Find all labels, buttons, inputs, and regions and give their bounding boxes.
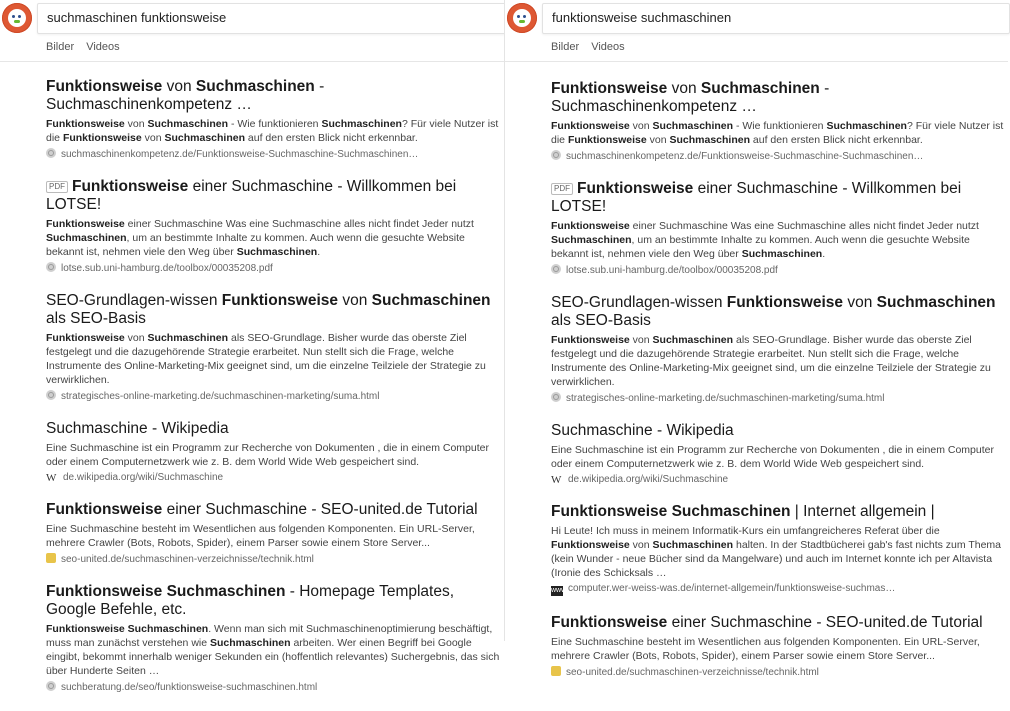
result-url[interactable] [46, 553, 500, 565]
result-snippet-part: Suchmaschinen [210, 637, 291, 649]
result-snippet-part: Suchmaschinen [652, 539, 734, 551]
result-url[interactable] [551, 392, 1004, 404]
wikipedia-icon: W [46, 472, 57, 484]
duckduckgo-logo-icon[interactable] [507, 3, 537, 33]
seo-united-icon [46, 553, 56, 563]
right-search-panel [505, 0, 1008, 678]
result-title-part: Funktionsweise Suchmaschinen [46, 583, 286, 600]
result-snippet-part: , um an bestimmte Inhalte zu kommen. Auch wenn die gesuchte Website bekannt ist, nehmen viele den Weg über [551, 234, 970, 260]
result-title-part: SEO-Grundlagen-wissen [551, 294, 727, 311]
globe-icon [551, 264, 561, 274]
result-snippet-part: Funktionsweise [46, 118, 125, 130]
search-result [551, 422, 1004, 485]
result-title-link[interactable] [46, 178, 500, 214]
result-title-part: Suchmaschinen [195, 78, 315, 95]
result-snippet-part: Suchmaschinen [741, 248, 823, 260]
result-url-text: suchmaschinenkompetenz.de/Funktionsweise-Suchmaschine-Suchmaschinen… [566, 151, 924, 162]
result-snippet-part: auf den ersten Blick nicht erkennbar. [750, 134, 923, 146]
wer-weiss-was-icon: www [551, 587, 567, 594]
result-title-part: als SEO-Basis [46, 310, 146, 327]
result-snippet-part: Funktionsweise [46, 218, 125, 230]
result-snippet-part: . Wenn man sich mit Suchmaschinenoptimierung beschäftigt, muss man zunächst verstehen wie [46, 623, 493, 649]
result-title-part: Funktionsweise [46, 501, 163, 518]
result-snippet-part: Funktionsweise [551, 220, 630, 232]
search-box[interactable] [542, 3, 1010, 34]
result-snippet [551, 443, 1004, 471]
result-title-part: - Homepage Templates, Google Befehle, etc. [46, 583, 455, 618]
result-url[interactable] [46, 681, 500, 693]
result-snippet-part: von [141, 132, 165, 144]
duckduckgo-logo-icon[interactable] [2, 3, 32, 33]
result-url[interactable] [551, 264, 1004, 276]
result-snippet-part: Funktionsweise Suchmaschinen [46, 623, 209, 635]
wikipedia-icon: W [551, 474, 562, 486]
result-url-text: suchberatung.de/seo/funktionsweise-suchmaschinen.html [61, 682, 318, 693]
result-title-part: Suchmaschinen [371, 292, 491, 309]
results-list [46, 78, 500, 711]
result-snippet-part: Suchmaschinen [236, 246, 318, 258]
result-title-part: | Internet allgemein | [790, 503, 935, 520]
search-input[interactable] [552, 10, 971, 25]
search-tabs [551, 41, 634, 53]
result-snippet-part: halten. In der Stadtbücherei gab's fast nichts zum Thema (kein Wunder - neue Bücher sind da Mangelware) und auch im Internet konnte ich per Altavista (Ironie des Schicksals … [551, 539, 1002, 579]
result-title-part: einer Suchmaschine - Willkommen bei LOTSE! [551, 180, 962, 215]
search-result [551, 80, 1004, 162]
result-snippet-part: Funktionsweise [551, 539, 630, 551]
result-snippet [46, 331, 500, 387]
result-url-text: seo-united.de/suchmaschinen-verzeichnisse/technik.html [61, 554, 314, 565]
top-bar [0, 0, 504, 38]
search-result [46, 501, 500, 565]
tab-videos[interactable]: Videos [591, 41, 625, 53]
result-snippet [46, 522, 500, 550]
search-result [551, 614, 1004, 678]
result-url-text: lotse.sub.uni-hamburg.de/toolbox/00035208.pdf [566, 265, 778, 276]
tab-videos[interactable]: Videos [86, 41, 120, 53]
search-result [551, 294, 1004, 404]
result-snippet [46, 441, 500, 469]
result-snippet-part: ? Für viele Nutzer ist die [46, 118, 499, 144]
result-title-part: Funktionsweise [221, 292, 339, 309]
search-result [46, 178, 500, 274]
result-title-link[interactable] [551, 614, 1004, 632]
result-title-part: Funktionsweise [46, 78, 163, 95]
result-title-link[interactable] [551, 422, 1004, 440]
result-snippet-part: . [317, 246, 321, 258]
result-title-link[interactable] [551, 294, 1004, 330]
search-result [46, 78, 500, 160]
result-snippet-part: Eine Suchmaschine ist ein Programm zur Recherche von Dokumenten , die in einem Computer oder einem Computernetzwerk wie z. B. dem World Wide Web gespeichert sind. [46, 442, 489, 468]
result-snippet-part: einer Suchmaschine Was eine Suchmaschine alles nicht findet Jeder nutzt [124, 218, 474, 230]
result-title-link[interactable] [46, 501, 500, 519]
globe-icon [551, 150, 561, 160]
result-snippet-part: Hi Leute! Ich muss in meinem Informatik-Kurs ein umfangreicheres Referat über die [551, 525, 940, 537]
result-title-part: von [338, 292, 372, 309]
result-url-text: suchmaschinenkompetenz.de/Funktionsweise-Suchmaschine-Suchmaschinen… [61, 149, 419, 160]
result-snippet-part: Eine Suchmaschine besteht im Wesentlichen aus folgenden Komponenten. Ein URL-Server, mehrere Crawler (Bots, Robots, Spider), einem Parser sowie einem Store Server... [46, 523, 475, 549]
result-snippet-part: als SEO-Grundlage. Bisher wurde das oberste Ziel festgelegt und die dazugehörende Strategie erarbeitet. Nun stellt sich die Frage, welche Instrumente des Online-Marketing-Mix geeignet sind, um die einzelne Teilziele der Strategie zu verwirklichen. [551, 334, 991, 388]
result-snippet-part: Funktionsweise [46, 332, 125, 344]
result-snippet-part: von [629, 539, 653, 551]
result-snippet [551, 635, 1004, 663]
result-title-part: Suchmaschine - Wikipedia [551, 422, 734, 439]
pdf-badge: PDF [551, 183, 573, 195]
result-snippet-part: - Wie funktionieren [733, 120, 827, 132]
result-url-text: strategisches-online-marketing.de/suchmaschinen-marketing/suma.html [566, 393, 885, 404]
result-snippet-part: Funktionsweise [567, 134, 647, 146]
search-input[interactable] [47, 10, 467, 25]
result-url[interactable] [46, 148, 500, 160]
result-url-text: lotse.sub.uni-hamburg.de/toolbox/00035208.pdf [61, 263, 273, 274]
search-result [46, 420, 500, 483]
result-url-text: strategisches-online-marketing.de/suchmaschinen-marketing/suma.html [61, 391, 380, 402]
result-snippet [46, 217, 500, 259]
search-result [46, 583, 500, 693]
result-snippet-part: Suchmaschinen [164, 132, 245, 144]
result-title-link[interactable] [46, 420, 500, 438]
globe-icon [46, 390, 56, 400]
result-title-part: Funktionsweise [72, 178, 189, 195]
result-title-part: Funktionsweise [577, 180, 694, 197]
result-title-part: einer Suchmaschine - SEO-united.de Tutorial [667, 614, 983, 631]
result-snippet [551, 524, 1004, 580]
result-title-part: von [162, 78, 196, 95]
result-snippet-part: auf den ersten Blick nicht erkennbar. [245, 132, 418, 144]
result-url[interactable] [46, 472, 500, 483]
result-snippet [46, 117, 500, 145]
result-snippet-part: Funktionsweise [551, 334, 630, 346]
globe-icon [46, 148, 56, 158]
tab-images[interactable]: Bilder [551, 41, 580, 53]
result-url[interactable] [551, 474, 1004, 485]
result-snippet-part: Suchmaschinen [321, 118, 402, 130]
result-title-part: von [667, 80, 701, 97]
result-title-link[interactable] [551, 503, 1004, 521]
search-result [551, 180, 1004, 276]
globe-icon [46, 262, 56, 272]
result-title-part: Funktionsweise Suchmaschinen [551, 503, 791, 520]
result-title-link[interactable] [46, 292, 500, 328]
search-tabs [46, 41, 129, 53]
result-title-part: SEO-Grundlagen-wissen [46, 292, 222, 309]
result-snippet-part: als SEO-Grundlage. Bisher wurde das oberste Ziel festgelegt und die dazugehörende Strategie erarbeitet. Nun stellt sich die Frage, welche Instrumente des Online-Marketing-Mix geeignet sind, um die einzelne Teilziele der Strategie zu verwirklichen. [46, 332, 486, 386]
divider [505, 61, 1008, 62]
top-bar [505, 0, 1008, 38]
result-title-link[interactable] [46, 78, 500, 114]
search-result [46, 292, 500, 402]
result-title-link[interactable] [46, 583, 500, 619]
result-url[interactable] [46, 262, 500, 274]
result-snippet [551, 333, 1004, 389]
result-url-text: computer.wer-weiss-was.de/internet-allgemein/funktionsweise-suchmas… [568, 583, 896, 594]
result-snippet-part: einer Suchmaschine Was eine Suchmaschine alles nicht findet Jeder nutzt [629, 220, 979, 232]
results-list [551, 80, 1004, 696]
result-url-text: de.wikipedia.org/wiki/Suchmaschine [568, 474, 729, 485]
result-snippet [551, 219, 1004, 261]
globe-icon [551, 392, 561, 402]
result-url-text: seo-united.de/suchmaschinen-verzeichnisse/technik.html [566, 667, 819, 678]
left-search-panel [0, 0, 504, 693]
result-url[interactable] [551, 583, 1004, 596]
result-snippet [46, 622, 500, 678]
result-title-part: Suchmaschinen [700, 80, 820, 97]
result-title-part: Suchmaschinen [876, 294, 996, 311]
result-snippet-part: Suchmaschinen [669, 134, 750, 146]
search-box[interactable] [37, 3, 506, 34]
result-title-part: einer Suchmaschine - SEO-united.de Tutorial [162, 501, 478, 518]
globe-icon [46, 681, 56, 691]
result-snippet-part: , um an bestimmte Inhalte zu kommen. Auch wenn die gesuchte Website bekannt ist, nehmen viele den Weg über [46, 232, 465, 258]
result-snippet-part: Suchmaschinen [652, 120, 734, 132]
result-snippet-part: Suchmaschinen [551, 234, 632, 246]
result-snippet-part: Eine Suchmaschine besteht im Wesentlichen aus folgenden Komponenten. Ein URL-Server, mehrere Crawler (Bots, Robots, Spider), einem Parser sowie einem Store Server... [551, 636, 980, 662]
result-snippet-part: Suchmaschinen [147, 118, 229, 130]
result-url[interactable] [551, 666, 1004, 678]
result-snippet-part: Suchmaschinen [147, 332, 229, 344]
result-snippet-part: von [124, 332, 148, 344]
tab-images[interactable]: Bilder [46, 41, 75, 53]
pdf-badge: PDF [46, 181, 68, 193]
result-snippet-part: arbeiten. Wer einen Begriff bei Google eingibt, bekommt innerhalb weniger Sekunden ein (hoffentlich relevantes) Suchergebnis, das sich über Hunderte Seiten … [46, 637, 500, 677]
result-title-part: Suchmaschine - Wikipedia [46, 420, 229, 437]
result-snippet-part: von [124, 118, 148, 130]
result-snippet-part: ? Für viele Nutzer ist die [551, 120, 1004, 146]
result-url[interactable] [551, 150, 1004, 162]
result-snippet-part: von [646, 134, 670, 146]
result-snippet-part: von [629, 120, 653, 132]
result-title-part: - Suchmaschinenkompetenz … [46, 78, 325, 113]
result-snippet-part: . [822, 248, 826, 260]
result-snippet-part: Funktionsweise [62, 132, 142, 144]
result-snippet-part: Funktionsweise [551, 120, 630, 132]
result-title-part: - Suchmaschinenkompetenz … [551, 80, 830, 115]
result-snippet-part: Suchmaschinen [46, 232, 127, 244]
result-url-text: de.wikipedia.org/wiki/Suchmaschine [63, 472, 224, 483]
search-result [551, 503, 1004, 596]
divider [0, 61, 504, 62]
result-snippet-part: Eine Suchmaschine ist ein Programm zur Recherche von Dokumenten , die in einem Computer oder einem Computernetzwerk wie z. B. dem World Wide Web gespeichert sind. [551, 444, 994, 470]
result-title-part: Funktionsweise [551, 614, 668, 631]
result-title-link[interactable] [551, 180, 1004, 216]
seo-united-icon [551, 666, 561, 676]
result-title-part: als SEO-Basis [551, 312, 651, 329]
result-title-part: von [843, 294, 877, 311]
result-title-part: Funktionsweise [551, 80, 668, 97]
result-snippet-part: Suchmaschinen [826, 120, 907, 132]
result-title-link[interactable] [551, 80, 1004, 116]
result-snippet-part: von [629, 334, 653, 346]
result-title-part: Funktionsweise [726, 294, 844, 311]
result-title-part: einer Suchmaschine - Willkommen bei LOTSE! [46, 178, 457, 213]
result-snippet [551, 119, 1004, 147]
result-url[interactable] [46, 390, 500, 402]
result-snippet-part: Suchmaschinen [652, 334, 734, 346]
result-snippet-part: - Wie funktionieren [228, 118, 322, 130]
